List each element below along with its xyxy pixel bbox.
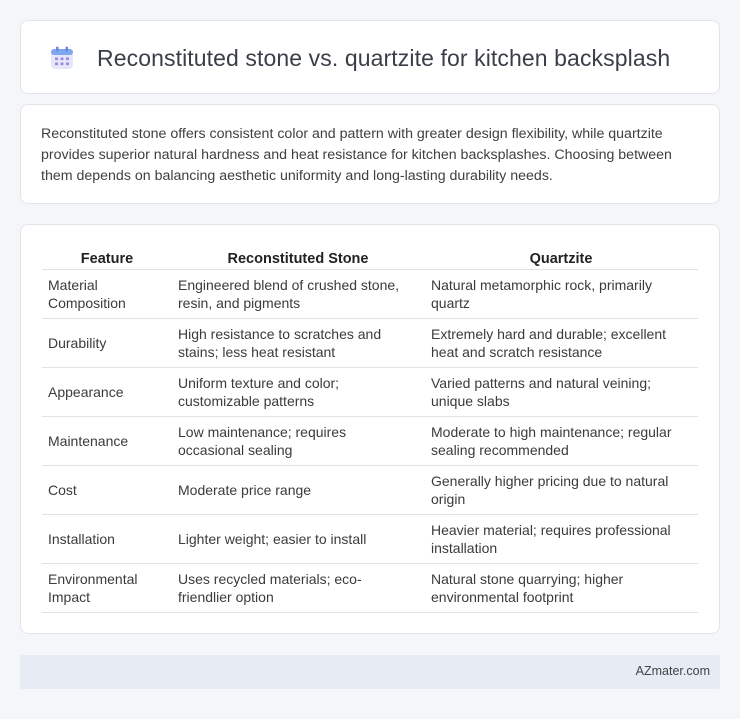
table-row [42,269,698,318]
page-title: Reconstituted stone vs. quartzite for kitchen backsplash [97,44,671,71]
table-row [42,563,698,612]
footer-bar [20,655,720,689]
summary-card [20,104,720,204]
feature-cell: Maintenance [42,416,172,465]
header-feature: Feature [42,247,172,269]
quartzite-cell: Generally higher pricing due to natural origin [424,465,698,514]
table-row [42,416,698,465]
feature-cell: Installation [42,514,172,563]
comparison-table [42,247,698,613]
feature-cell: Cost [42,465,172,514]
table-row [42,514,698,563]
stone-cell: Moderate price range [172,465,424,514]
stone-cell: Uses recycled materials; eco-friendlier option [172,563,424,612]
header-quartzite: Quartzite [424,247,698,269]
stone-cell: Uniform texture and color; customizable patterns [172,367,424,416]
stone-cell: High resistance to scratches and stains; less heat resistant [172,318,424,367]
comparison-table-card [20,224,720,634]
title-card [20,20,720,94]
table-row [42,318,698,367]
feature-cell: Material Composition [42,269,172,318]
table-row [42,465,698,514]
quartzite-cell: Heavier material; requires professional installation [424,514,698,563]
stone-cell: Lighter weight; easier to install [172,514,424,563]
header-reconstituted-stone: Reconstituted Stone [172,247,424,269]
table-header-row [42,247,698,269]
quartzite-cell: Moderate to high maintenance; regular sealing recommended [424,416,698,465]
feature-cell: Appearance [42,367,172,416]
summary-text: Reconstituted stone offers consistent color and pattern with greater design flexibility, while quartzite provides superior natural hardness and heat resistance for kitchen backsplashes. Choosing between them depends on balancing aesthetic uniformity and long-lasting durability needs. [41,126,672,184]
quartzite-cell: Natural stone quarrying; higher environmental footprint [424,563,698,612]
quartzite-cell: Natural metamorphic rock, primarily quartz [424,269,698,318]
quartzite-cell: Extremely hard and durable; excellent heat and scratch resistance [424,318,698,367]
feature-cell: Durability [42,318,172,367]
footer-brand: AZmater.com [635,664,710,678]
title-row [49,21,670,95]
stone-cell: Low maintenance; requires occasional sealing [172,416,424,465]
quartzite-cell: Varied patterns and natural veining; unique slabs [424,367,698,416]
table-row [42,367,698,416]
calendar-icon [49,45,75,71]
feature-cell: Environmental Impact [42,563,172,612]
stone-cell: Engineered blend of crushed stone, resin, and pigments [172,269,424,318]
